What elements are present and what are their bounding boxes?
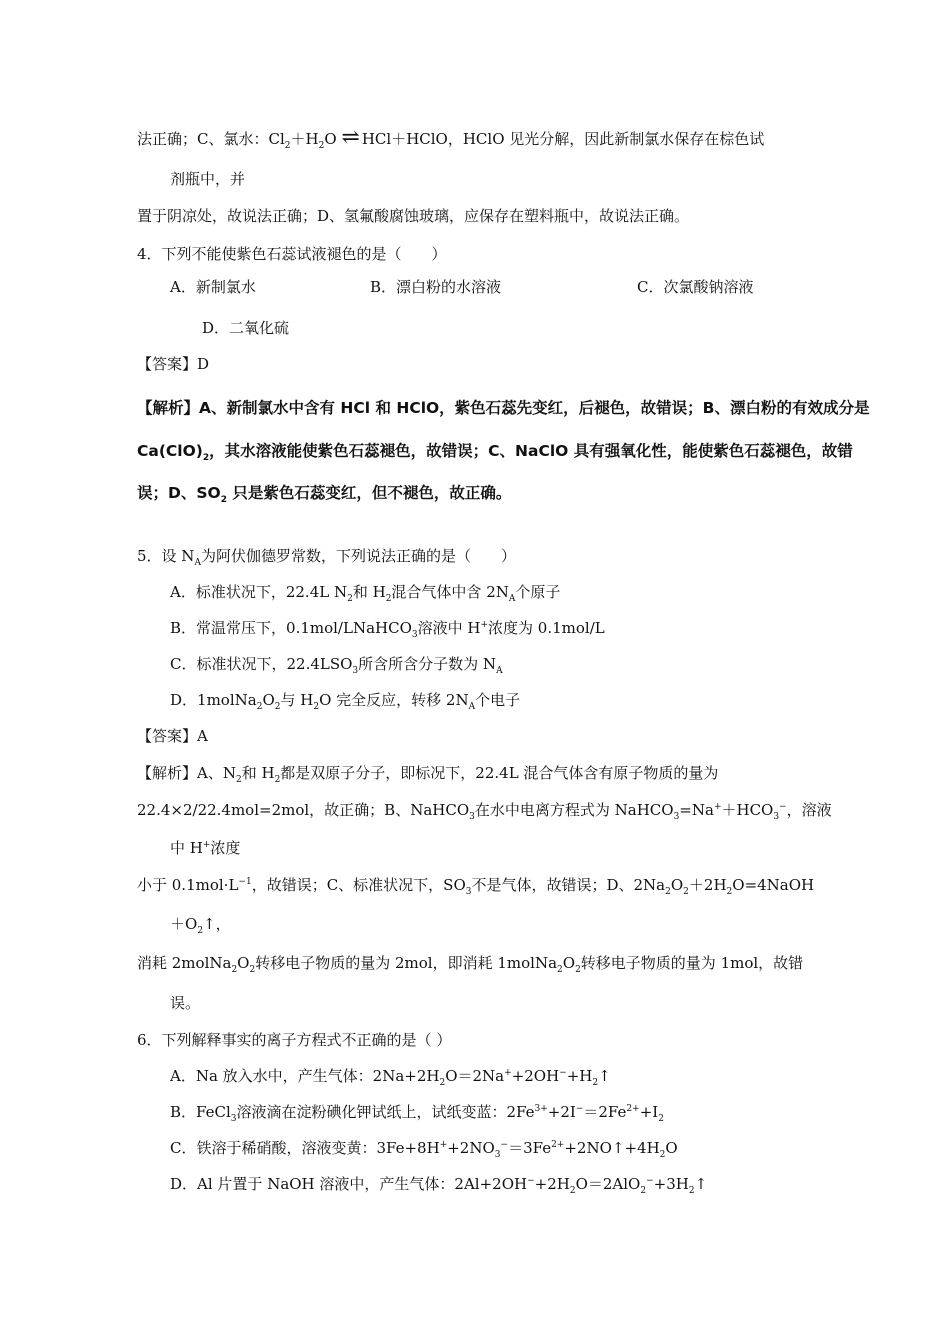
text-fragment: ＋O [170,915,198,933]
superscript: 2+ [551,1140,565,1150]
question-4-stem: 4．下列不能使紫色石蕊试液褪色的是（ ） [137,245,447,263]
text-fragment: D．1molNa [170,691,257,709]
option-b [170,618,605,638]
subscript: 2 [249,965,256,975]
text-fragment: ，其水溶液能使紫色石蕊褪色，故错误；C、NaClO 具有强氧化性，能使紫色石蕊褪色，故错 [209,442,853,460]
text-fragment: 消耗 2molNa [137,954,232,972]
subscript: 2 [659,1150,666,1160]
text-line: 置于阴凉处，故说法正确；D、氢氟酸腐蚀玻璃，应保存在塑料瓶中，故说法正确。 [137,207,690,225]
text-fragment: =Na [679,801,714,819]
text-fragment: 22.4×2/22.4mol=2mol，故正确；B、NaHCO [137,801,470,819]
text-line [137,125,765,151]
text-fragment: 浓度为 0.1mol/L [488,619,605,637]
option-c [170,654,503,674]
text-fragment: 浓度 [210,839,241,857]
superscript: − [575,1104,584,1114]
subscript: 2 [385,594,392,604]
subscript: 3 [469,812,475,822]
subscript: 2 [197,926,204,936]
text-fragment: 混合气体中含 2N [391,583,509,601]
subscript: 2 [665,887,671,897]
option-d: D．二氧化硫 [202,319,290,337]
text-fragment: 个电子 [475,691,521,709]
subscript: A [194,558,201,568]
text-fragment: 在水中电离方程式为 NaHCO [474,801,674,819]
text-fragment: 和 H [241,764,275,782]
option-a [170,1066,611,1086]
subscript: 3 [352,666,359,676]
text-fragment: 所含所含分子数为 N [358,655,497,673]
subscript: 2 [284,141,291,151]
superscript: −1 [238,877,252,887]
explanation-line [170,838,240,858]
subscript: A [468,702,476,712]
text-fragment: 转移电子物质的量为 2mol，即消耗 1molNa [255,954,558,972]
subscript: 3 [773,812,780,822]
text-fragment: +2NO [447,1139,495,1157]
superscript: − [646,1176,654,1186]
answer-label: 【答案】D [137,355,210,373]
text-fragment: O [670,876,684,894]
option-a: A．新制氯水 [170,278,256,296]
text-fragment: 只是紫色石蕊变红，但不褪色，故正确。 [226,484,512,502]
text-fragment: 小于 0.1mol·L [137,876,239,894]
text-fragment: 和 H [352,583,386,601]
subscript: 2 [592,1078,599,1088]
text-fragment: +2H [534,1175,570,1193]
subscript: 3 [230,1114,237,1124]
option-c [170,1138,678,1158]
text-fragment: +2NO↑+4H [564,1139,660,1157]
text-fragment: C．标准状况下，22.4LSO [170,655,353,673]
text-fragment: O 完全反应，转移 2N [319,691,469,709]
text-fragment: ↑ [694,1175,708,1193]
subscript: 2 [318,141,325,151]
text-fragment: ＝3Fe [508,1139,552,1157]
subscript: 2 [658,1114,664,1124]
text-fragment: +2OH [511,1067,560,1085]
text-fragment: 个原子 [515,583,561,601]
text-fragment: C．铁溶于稀硝酸，溶液变黄：3Fe+8H [170,1139,440,1157]
text-fragment: ↑， [203,915,231,933]
superscript: + [439,1140,448,1150]
question-6-stem: 6．下列解释事实的离子方程式不正确的是（ ） [137,1031,452,1049]
text-fragment: ，故错误；C、标准状况下，SO [251,876,466,894]
answer-label: 【答案】A [137,727,208,745]
subscript: 3 [673,812,680,822]
text-fragment: O [665,1139,678,1157]
text-fragment: 溶液中 H [417,619,481,637]
text-fragment: 与 H [280,691,314,709]
subscript: 2 [202,453,210,464]
equilibrium-arrow-icon: ⇌ [341,125,362,150]
text-fragment: 溶液滴在淀粉碘化钾试纸上，试纸变蓝：2Fe [236,1103,535,1121]
explanation-line: 误。 [170,994,201,1012]
subscript: 2 [688,1186,695,1196]
text-fragment: HCl＋HClO，HClO 见光分解，因此新制氯水保存在棕色试 [361,130,765,148]
text-fragment: O＝2Na [445,1067,505,1085]
subscript: 2 [640,1186,647,1196]
text-fragment: O [562,954,576,972]
text-fragment: O=4NaOH [732,876,815,894]
subscript: 3 [465,887,472,897]
option-d [170,1174,707,1194]
subscript: 2 [439,1078,446,1088]
text-fragment: 为阿伏伽德罗常数，下列说法正确的是（ ） [200,547,516,565]
text-fragment: ＋2H [688,876,727,894]
text-fragment: 5．设 N [137,547,195,565]
superscript: 3+ [534,1104,548,1114]
superscript: − [559,1068,567,1078]
text-fragment: +2I [547,1103,576,1121]
text-fragment: 误；D、SO [137,484,221,502]
option-b: B．漂白粉的水溶液 [370,278,502,296]
subscript: 2 [235,775,242,785]
subscript: A [496,666,503,676]
explanation-line [137,800,832,820]
text-fragment: Ca(ClO) [137,442,203,460]
text-fragment: ＋H [290,130,319,148]
explanation-line: 【解析】A、新制氯水中含有 HCl 和 HClO，紫色石蕊先变红，后褪色，故错误；B、漂白粉的有效成分是 [137,399,870,417]
subscript: 2 [683,887,689,897]
explanation-line [137,483,512,506]
text-fragment: ＝2Fe [583,1103,627,1121]
text-fragment: O [262,691,275,709]
explanation-line [137,875,814,895]
option-d [170,690,520,710]
subscript: 2 [575,965,581,975]
explanation-line [170,914,231,934]
subscript: 3 [411,630,418,640]
text-fragment: 【解析】A、N [137,764,236,782]
text-fragment: +I [639,1103,659,1121]
subscript: 2 [313,702,320,712]
text-fragment: ＋HCO [721,801,774,819]
subscript: 2 [274,775,281,785]
subscript: A [508,594,516,604]
option-c: C．次氯酸钠溶液 [637,278,754,296]
option-b [170,1102,664,1122]
text-fragment: 法正确；C、氯水：Cl [137,130,285,148]
text-fragment: A．Na 放入水中，产生气体：2Na+2H [170,1067,440,1085]
text-fragment: 转移电子物质的量为 1mol，故错 [580,954,804,972]
subscript: 2 [557,965,563,975]
text-fragment: O [324,130,342,148]
subscript: 2 [256,702,263,712]
explanation-line [137,953,803,973]
text-fragment: +3H [653,1175,689,1193]
subscript: 2 [726,887,733,897]
explanation-line [137,763,718,783]
superscript: − [779,802,787,812]
text-fragment: O [237,954,250,972]
subscript: 2 [274,702,281,712]
subscript: 3 [494,1150,501,1160]
explanation-line [137,441,853,464]
text-fragment: A．标准状况下，22.4L N [170,583,348,601]
text-fragment: 都是双原子分子，即标况下，22.4L 混合气体含有原子物质的量为 [280,764,719,782]
text-fragment: D．Al 片置于 NaOH 溶液中，产生气体：2Al+2OH [170,1175,528,1193]
text-fragment: B．常温常压下，0.1mol/LNaHCO [170,619,412,637]
text-fragment: +H [566,1067,593,1085]
text-fragment: O＝2AlO [575,1175,641,1193]
subscript: 2 [347,594,353,604]
superscript: − [500,1140,509,1150]
superscript: 2+ [626,1104,640,1114]
option-a [170,582,560,602]
superscript: + [713,802,722,812]
question-5-stem [137,546,516,566]
subscript: 2 [569,1186,576,1196]
superscript: − [527,1176,535,1186]
text-fragment: 不是气体，故错误；D、2Na [471,876,666,894]
superscript: + [504,1068,512,1078]
text-fragment: ↑ [598,1067,611,1085]
superscript: + [480,620,489,630]
subscript: 2 [220,495,227,506]
text-fragment: B．FeCl [170,1103,231,1121]
text-fragment: 中 H [170,839,203,857]
superscript: + [202,840,211,850]
text-line: 剂瓶中，并 [170,170,246,188]
text-fragment: ，溶液 [786,801,832,819]
subscript: 2 [231,965,238,975]
